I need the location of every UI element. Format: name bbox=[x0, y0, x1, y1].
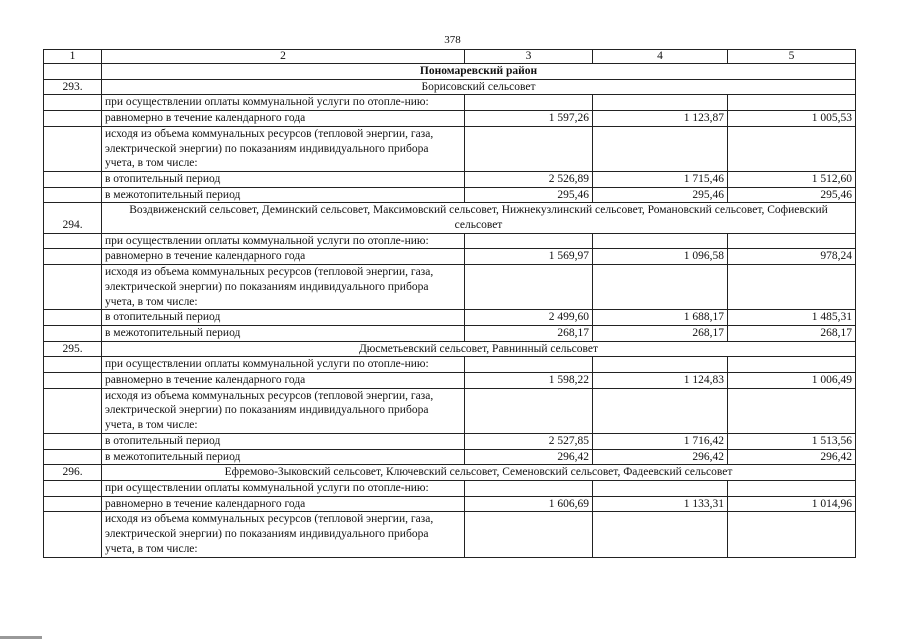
value-cell bbox=[465, 126, 593, 171]
table-row bbox=[44, 310, 856, 326]
value-cell: 978,24 bbox=[728, 249, 856, 265]
row-label: исходя из объема коммунальных ресурсов (тепловой энергии, газа, электрической энергии) по показаниям индивидуального прибора учета, в том числе: bbox=[102, 126, 465, 171]
empty-cell bbox=[44, 357, 102, 373]
row-label: при осуществлении оплаты коммунальной услуги по отопле-нию: bbox=[102, 480, 465, 496]
table-row bbox=[44, 233, 856, 249]
value-cell: 1 512,60 bbox=[728, 171, 856, 187]
table-row bbox=[44, 265, 856, 310]
value-cell: 1 485,31 bbox=[728, 310, 856, 326]
value-cell bbox=[465, 233, 593, 249]
section-name: Дюсметьевский сельсовет, Равнинный сельсовет bbox=[102, 341, 856, 357]
section-header-row bbox=[44, 79, 856, 95]
value-cell bbox=[593, 357, 728, 373]
tariff-table bbox=[43, 49, 856, 558]
value-cell bbox=[728, 480, 856, 496]
value-cell: 1 569,97 bbox=[465, 249, 593, 265]
value-cell bbox=[465, 388, 593, 433]
table-row bbox=[44, 512, 856, 557]
empty-cell bbox=[44, 171, 102, 187]
row-label: равномерно в течение календарного года bbox=[102, 373, 465, 389]
table-row bbox=[44, 325, 856, 341]
value-cell bbox=[728, 95, 856, 111]
value-cell: 296,42 bbox=[593, 449, 728, 465]
value-cell: 1 014,96 bbox=[728, 496, 856, 512]
empty-cell bbox=[44, 480, 102, 496]
row-label: исходя из объема коммунальных ресурсов (тепловой энергии, газа, электрической энергии) по показаниям индивидуального прибора учета, в том числе: bbox=[102, 512, 465, 557]
empty-cell bbox=[44, 126, 102, 171]
value-cell bbox=[465, 480, 593, 496]
page-number: 378 bbox=[444, 34, 461, 46]
empty-cell bbox=[44, 496, 102, 512]
value-cell: 2 499,60 bbox=[465, 310, 593, 326]
empty-cell bbox=[44, 449, 102, 465]
column-number-row bbox=[44, 50, 856, 64]
value-cell bbox=[728, 388, 856, 433]
value-cell: 1 133,31 bbox=[593, 496, 728, 512]
value-cell: 1 096,58 bbox=[593, 249, 728, 265]
empty-cell bbox=[44, 265, 102, 310]
empty-cell bbox=[44, 111, 102, 127]
column-number: 3 bbox=[465, 50, 593, 64]
section-header-row bbox=[44, 341, 856, 357]
row-label: при осуществлении оплаты коммунальной услуги по отопле-нию: bbox=[102, 357, 465, 373]
value-cell: 268,17 bbox=[728, 325, 856, 341]
row-label: равномерно в течение календарного года bbox=[102, 249, 465, 265]
value-cell: 1 688,17 bbox=[593, 310, 728, 326]
row-label: в отопительный период bbox=[102, 171, 465, 187]
value-cell: 295,46 bbox=[728, 187, 856, 203]
section-number: 295. bbox=[44, 341, 102, 357]
section-number: 296. bbox=[44, 465, 102, 481]
value-cell: 1 716,42 bbox=[593, 433, 728, 449]
column-number: 5 bbox=[728, 50, 856, 64]
table-row bbox=[44, 496, 856, 512]
value-cell: 296,42 bbox=[465, 449, 593, 465]
value-cell: 268,17 bbox=[593, 325, 728, 341]
section-name: Борисовский сельсовет bbox=[102, 79, 856, 95]
table-row bbox=[44, 187, 856, 203]
value-cell bbox=[465, 95, 593, 111]
empty-cell bbox=[44, 187, 102, 203]
value-cell: 1 606,69 bbox=[465, 496, 593, 512]
value-cell bbox=[728, 357, 856, 373]
row-label: при осуществлении оплаты коммунальной услуги по отопле-нию: bbox=[102, 233, 465, 249]
value-cell: 268,17 bbox=[465, 325, 593, 341]
empty-cell bbox=[44, 249, 102, 265]
value-cell: 1 005,53 bbox=[728, 111, 856, 127]
value-cell: 1 124,83 bbox=[593, 373, 728, 389]
table-row bbox=[44, 95, 856, 111]
value-cell bbox=[593, 388, 728, 433]
empty-cell bbox=[44, 512, 102, 557]
value-cell bbox=[728, 233, 856, 249]
section-name: Воздвиженский сельсовет, Деминский сельсовет, Максимовский сельсовет, Нижнекузлинский сельсовет, Романовский сельсовет, Софиевский сельсовет bbox=[102, 203, 856, 233]
empty-cell bbox=[44, 64, 102, 80]
row-label: в отопительный период bbox=[102, 310, 465, 326]
table-row bbox=[44, 373, 856, 389]
value-cell: 1 513,56 bbox=[728, 433, 856, 449]
row-label: в межотопительный период bbox=[102, 187, 465, 203]
row-label: в отопительный период bbox=[102, 433, 465, 449]
row-label: в межотопительный период bbox=[102, 325, 465, 341]
value-cell: 1 715,46 bbox=[593, 171, 728, 187]
value-cell: 1 597,26 bbox=[465, 111, 593, 127]
empty-cell bbox=[44, 95, 102, 111]
section-number: 293. bbox=[44, 79, 102, 95]
column-number: 2 bbox=[102, 50, 465, 64]
table-row bbox=[44, 480, 856, 496]
value-cell: 1 123,87 bbox=[593, 111, 728, 127]
row-label: при осуществлении оплаты коммунальной услуги по отопле-нию: bbox=[102, 95, 465, 111]
value-cell bbox=[593, 126, 728, 171]
section-number: 294. bbox=[44, 203, 102, 233]
scan-edge-mark bbox=[0, 636, 42, 639]
value-cell bbox=[593, 265, 728, 310]
value-cell: 2 527,85 bbox=[465, 433, 593, 449]
table-row bbox=[44, 171, 856, 187]
district-title: Пономаревский район bbox=[102, 64, 856, 80]
value-cell bbox=[728, 512, 856, 557]
column-number: 1 bbox=[44, 50, 102, 64]
row-label: исходя из объема коммунальных ресурсов (тепловой энергии, газа, электрической энергии) по показаниям индивидуального прибора учета, в том числе: bbox=[102, 388, 465, 433]
table-row bbox=[44, 449, 856, 465]
row-label: равномерно в течение календарного года bbox=[102, 496, 465, 512]
value-cell bbox=[593, 233, 728, 249]
empty-cell bbox=[44, 310, 102, 326]
value-cell bbox=[465, 357, 593, 373]
empty-cell bbox=[44, 388, 102, 433]
value-cell bbox=[593, 95, 728, 111]
column-number: 4 bbox=[593, 50, 728, 64]
value-cell: 1 006,49 bbox=[728, 373, 856, 389]
table-row bbox=[44, 357, 856, 373]
empty-cell bbox=[44, 433, 102, 449]
value-cell bbox=[465, 512, 593, 557]
district-row bbox=[44, 64, 856, 80]
table-row bbox=[44, 388, 856, 433]
section-header-row bbox=[44, 465, 856, 481]
row-label: исходя из объема коммунальных ресурсов (тепловой энергии, газа, электрической энергии) по показаниям индивидуального прибора учета, в том числе: bbox=[102, 265, 465, 310]
section-name: Ефремово-Зыковский сельсовет, Ключевский сельсовет, Семеновский сельсовет, Фадеевский сельсовет bbox=[102, 465, 856, 481]
value-cell: 295,46 bbox=[593, 187, 728, 203]
table-row bbox=[44, 249, 856, 265]
value-cell bbox=[593, 480, 728, 496]
row-label: равномерно в течение календарного года bbox=[102, 111, 465, 127]
empty-cell bbox=[44, 233, 102, 249]
table-row bbox=[44, 126, 856, 171]
value-cell bbox=[728, 265, 856, 310]
value-cell bbox=[465, 265, 593, 310]
table-row bbox=[44, 433, 856, 449]
value-cell: 1 598,22 bbox=[465, 373, 593, 389]
empty-cell bbox=[44, 373, 102, 389]
value-cell bbox=[728, 126, 856, 171]
value-cell: 2 526,89 bbox=[465, 171, 593, 187]
value-cell: 296,42 bbox=[728, 449, 856, 465]
section-header-row bbox=[44, 203, 856, 233]
row-label: в межотопительный период bbox=[102, 449, 465, 465]
empty-cell bbox=[44, 325, 102, 341]
value-cell bbox=[593, 512, 728, 557]
table-row bbox=[44, 111, 856, 127]
value-cell: 295,46 bbox=[465, 187, 593, 203]
